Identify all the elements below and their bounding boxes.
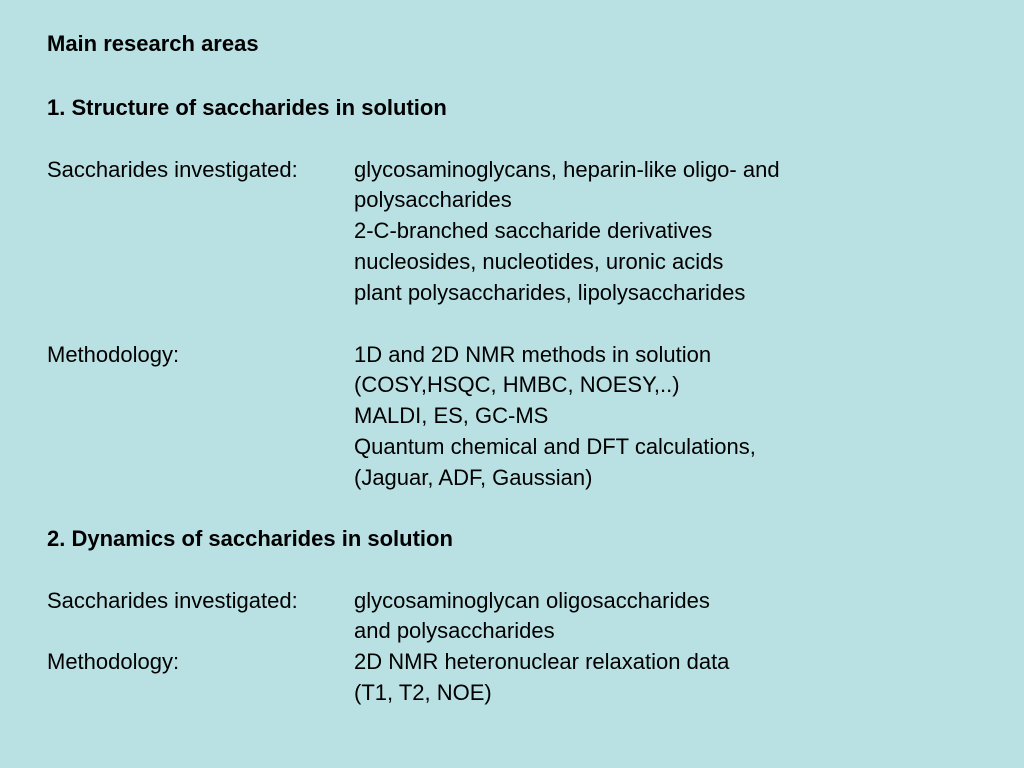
- page-title: Main research areas: [47, 31, 259, 56]
- section1-heading: 1. Structure of saccharides in solution: [47, 95, 447, 120]
- section2-methodology-label: Methodology:: [47, 649, 180, 674]
- section1-methodology-line: (Jaguar, ADF, Gaussian): [354, 465, 593, 490]
- section2-saccharides-line: and polysaccharides: [354, 618, 555, 643]
- section1-methodology-line: 1D and 2D NMR methods in solution: [354, 342, 712, 367]
- section2-saccharides-label: Saccharides investigated:: [47, 588, 298, 613]
- section1-saccharides-line: polysaccharides: [354, 187, 512, 212]
- section2-heading: 2. Dynamics of saccharides in solution: [47, 526, 453, 551]
- section1-methodology-label: Methodology:: [47, 342, 180, 367]
- section1-saccharides-line: nucleosides, nucleotides, uronic acids: [354, 249, 724, 274]
- section1-saccharides-line: 2-C-branched saccharide derivatives: [354, 218, 713, 243]
- section1-methodology-line: (COSY,HSQC, HMBC, NOESY,..): [354, 372, 680, 397]
- section2-methodology-line: (T1, T2, NOE): [354, 680, 492, 705]
- section1-methodology-line: Quantum chemical and DFT calculations,: [354, 434, 756, 459]
- section1-methodology-line: MALDI, ES, GC-MS: [354, 403, 549, 428]
- section1-saccharides-line: plant polysaccharides, lipolysaccharides: [354, 280, 746, 305]
- section1-saccharides-label: Saccharides investigated:: [47, 157, 298, 182]
- section2-methodology-line: 2D NMR heteronuclear relaxation data: [354, 649, 730, 674]
- section2-saccharides-line: glycosaminoglycan oligosaccharides: [354, 588, 710, 613]
- section1-saccharides-line: glycosaminoglycans, heparin-like oligo- and: [354, 157, 780, 182]
